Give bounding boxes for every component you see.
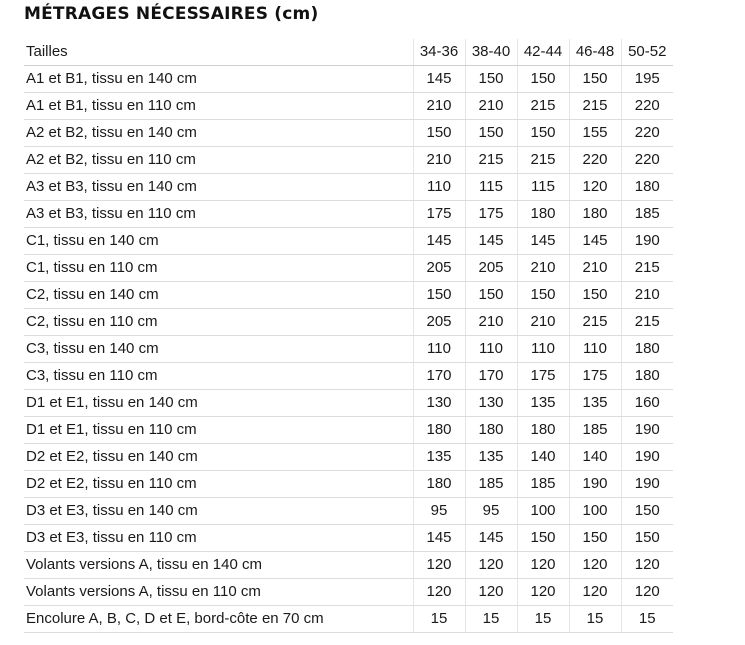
- yardage-cell: 215: [465, 147, 517, 174]
- yardage-cell: 210: [621, 282, 673, 309]
- yardage-cell: 15: [465, 606, 517, 633]
- column-header-size: 46-48: [569, 39, 621, 66]
- table-row: [24, 498, 673, 525]
- yardage-cell: 175: [569, 363, 621, 390]
- yardage-cell: 120: [465, 579, 517, 606]
- yardage-cell: 130: [413, 390, 465, 417]
- table-row: [24, 93, 673, 120]
- row-label: D3 et E3, tissu en 110 cm: [24, 525, 413, 552]
- yardage-cell: 180: [413, 471, 465, 498]
- row-label: C1, tissu en 110 cm: [24, 255, 413, 282]
- yardage-cell: 15: [621, 606, 673, 633]
- yardage-cell: 150: [517, 120, 569, 147]
- row-label: C1, tissu en 140 cm: [24, 228, 413, 255]
- yardage-cell: 210: [517, 255, 569, 282]
- yardage-cell: 205: [465, 255, 517, 282]
- table-row: [24, 282, 673, 309]
- yardage-cell: 120: [465, 552, 517, 579]
- yardage-cell: 210: [569, 255, 621, 282]
- row-label: C2, tissu en 110 cm: [24, 309, 413, 336]
- yardage-cell: 120: [413, 552, 465, 579]
- row-label: D3 et E3, tissu en 140 cm: [24, 498, 413, 525]
- row-label: A3 et B3, tissu en 140 cm: [24, 174, 413, 201]
- yardage-cell: 210: [465, 93, 517, 120]
- table-row: [24, 579, 673, 606]
- column-header-size: 38-40: [465, 39, 517, 66]
- yardage-cell: 150: [465, 282, 517, 309]
- table-row: [24, 336, 673, 363]
- yardage-cell: 145: [517, 228, 569, 255]
- yardage-cell: 190: [621, 471, 673, 498]
- yardage-cell: 215: [517, 93, 569, 120]
- yardage-cell: 190: [621, 417, 673, 444]
- row-label: A2 et B2, tissu en 140 cm: [24, 120, 413, 147]
- yardage-cell: 145: [465, 228, 517, 255]
- table-row: [24, 444, 673, 471]
- yardage-cell: 110: [413, 174, 465, 201]
- yardage-cell: 135: [569, 390, 621, 417]
- yardage-cell: 150: [517, 525, 569, 552]
- table-body: [24, 66, 673, 633]
- column-header-size: 50-52: [621, 39, 673, 66]
- yardage-cell: 180: [517, 201, 569, 228]
- yardage-cell: 150: [413, 120, 465, 147]
- yardage-cell: 110: [517, 336, 569, 363]
- table-header-row: [24, 39, 673, 66]
- yardage-cell: 215: [517, 147, 569, 174]
- yardage-cell: 180: [621, 174, 673, 201]
- table-row: [24, 390, 673, 417]
- yardage-cell: 210: [465, 309, 517, 336]
- yardage-cell: 115: [517, 174, 569, 201]
- yardage-cell: 150: [465, 66, 517, 93]
- yardage-cell: 150: [413, 282, 465, 309]
- row-label: C2, tissu en 140 cm: [24, 282, 413, 309]
- yardage-cell: 150: [621, 498, 673, 525]
- yardage-cell: 175: [517, 363, 569, 390]
- yardage-cell: 220: [621, 147, 673, 174]
- yardage-cell: 120: [569, 579, 621, 606]
- table-row: [24, 552, 673, 579]
- yardage-cell: 120: [517, 579, 569, 606]
- row-label: D2 et E2, tissu en 140 cm: [24, 444, 413, 471]
- row-label: A1 et B1, tissu en 110 cm: [24, 93, 413, 120]
- yardage-cell: 180: [621, 363, 673, 390]
- yardage-cell: 220: [621, 120, 673, 147]
- yardage-cell: 215: [569, 93, 621, 120]
- yardage-cell: 155: [569, 120, 621, 147]
- yardage-cell: 15: [517, 606, 569, 633]
- yardage-cell: 15: [569, 606, 621, 633]
- yardage-cell: 120: [621, 579, 673, 606]
- yardage-cell: 135: [465, 444, 517, 471]
- yardage-cell: 210: [413, 93, 465, 120]
- yardage-cell: 180: [465, 417, 517, 444]
- yardage-cell: 120: [569, 552, 621, 579]
- yardage-cell: 190: [621, 228, 673, 255]
- yardage-cell: 100: [569, 498, 621, 525]
- table-row: [24, 606, 673, 633]
- row-label: D1 et E1, tissu en 140 cm: [24, 390, 413, 417]
- yardage-cell: 215: [621, 255, 673, 282]
- yardage-table: [24, 39, 673, 633]
- yardage-cell: 185: [517, 471, 569, 498]
- yardage-cell: 150: [517, 66, 569, 93]
- table-row: [24, 363, 673, 390]
- table-row: [24, 255, 673, 282]
- yardage-cell: 110: [413, 336, 465, 363]
- table-row: [24, 525, 673, 552]
- column-header-sizes: Tailles: [24, 39, 413, 66]
- yardage-cell: 140: [569, 444, 621, 471]
- yardage-cell: 145: [413, 525, 465, 552]
- yardage-cell: 190: [569, 471, 621, 498]
- yardage-cell: 135: [413, 444, 465, 471]
- row-label: A3 et B3, tissu en 110 cm: [24, 201, 413, 228]
- yardage-cell: 150: [621, 525, 673, 552]
- table-row: [24, 66, 673, 93]
- yardage-cell: 220: [569, 147, 621, 174]
- yardage-cell: 95: [465, 498, 517, 525]
- yardage-cell: 205: [413, 309, 465, 336]
- yardage-cell: 210: [413, 147, 465, 174]
- row-label: A1 et B1, tissu en 140 cm: [24, 66, 413, 93]
- yardage-cell: 215: [621, 309, 673, 336]
- table-row: [24, 309, 673, 336]
- yardage-cell: 185: [621, 201, 673, 228]
- table-row: [24, 174, 673, 201]
- yardage-cell: 95: [413, 498, 465, 525]
- yardage-cell: 195: [621, 66, 673, 93]
- yardage-cell: 170: [413, 363, 465, 390]
- yardage-cell: 205: [413, 255, 465, 282]
- row-label: C3, tissu en 110 cm: [24, 363, 413, 390]
- table-row: [24, 201, 673, 228]
- yardage-cell: 185: [465, 471, 517, 498]
- yardage-cell: 180: [517, 417, 569, 444]
- yardage-cell: 210: [517, 309, 569, 336]
- yardage-cell: 150: [569, 282, 621, 309]
- yardage-cell: 220: [621, 93, 673, 120]
- yardage-cell: 120: [413, 579, 465, 606]
- yardage-cell: 145: [413, 66, 465, 93]
- yardage-cell: 150: [569, 525, 621, 552]
- yardage-cell: 110: [569, 336, 621, 363]
- yardage-cell: 180: [569, 201, 621, 228]
- column-header-size: 34-36: [413, 39, 465, 66]
- yardage-cell: 150: [517, 282, 569, 309]
- yardage-cell: 170: [465, 363, 517, 390]
- row-label: Volants versions A, tissu en 140 cm: [24, 552, 413, 579]
- yardage-cell: 145: [465, 525, 517, 552]
- table-row: [24, 471, 673, 498]
- yardage-cell: 150: [465, 120, 517, 147]
- column-header-size: 42-44: [517, 39, 569, 66]
- yardage-cell: 115: [465, 174, 517, 201]
- table-row: [24, 417, 673, 444]
- yardage-cell: 120: [621, 552, 673, 579]
- table-row: [24, 228, 673, 255]
- yardage-cell: 180: [413, 417, 465, 444]
- yardage-cell: 120: [517, 552, 569, 579]
- yardage-cell: 130: [465, 390, 517, 417]
- yardage-table-container: [24, 39, 674, 633]
- yardage-cell: 145: [569, 228, 621, 255]
- row-label: D1 et E1, tissu en 110 cm: [24, 417, 413, 444]
- page-title: MÉTRAGES NÉCESSAIRES (cm): [24, 4, 319, 24]
- yardage-cell: 145: [413, 228, 465, 255]
- yardage-cell: 120: [569, 174, 621, 201]
- yardage-cell: 140: [517, 444, 569, 471]
- row-label: Volants versions A, tissu en 110 cm: [24, 579, 413, 606]
- row-label: D2 et E2, tissu en 110 cm: [24, 471, 413, 498]
- yardage-cell: 215: [569, 309, 621, 336]
- row-label: A2 et B2, tissu en 110 cm: [24, 147, 413, 174]
- row-label: C3, tissu en 140 cm: [24, 336, 413, 363]
- yardage-cell: 185: [569, 417, 621, 444]
- yardage-cell: 175: [465, 201, 517, 228]
- table-row: [24, 147, 673, 174]
- yardage-cell: 135: [517, 390, 569, 417]
- table-row: [24, 120, 673, 147]
- yardage-cell: 15: [413, 606, 465, 633]
- yardage-cell: 180: [621, 336, 673, 363]
- yardage-cell: 175: [413, 201, 465, 228]
- yardage-cell: 190: [621, 444, 673, 471]
- yardage-cell: 150: [569, 66, 621, 93]
- yardage-cell: 100: [517, 498, 569, 525]
- yardage-cell: 110: [465, 336, 517, 363]
- row-label: Encolure A, B, C, D et E, bord-côte en 70 cm: [24, 606, 413, 633]
- yardage-cell: 160: [621, 390, 673, 417]
